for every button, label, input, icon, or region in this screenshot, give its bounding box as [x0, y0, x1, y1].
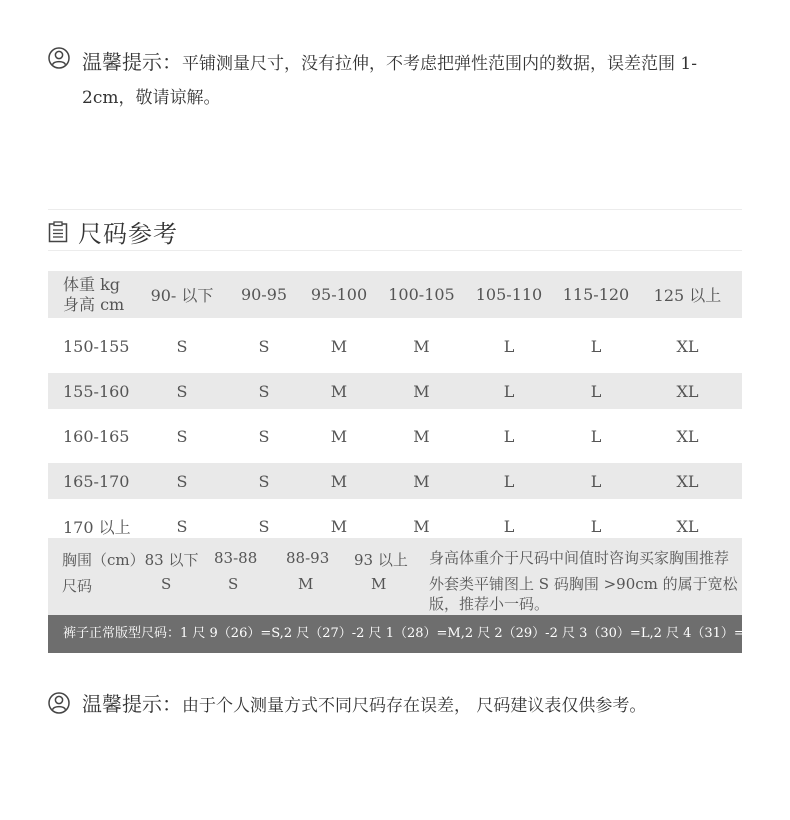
table-header-row	[48, 271, 742, 318]
tip-bottom-text	[82, 690, 646, 720]
chest-range-cell: 83-88	[214, 549, 258, 567]
table-row	[48, 325, 742, 367]
tip-top-text	[82, 45, 742, 115]
size-cell: S	[176, 381, 188, 401]
chest-size-cell: M	[298, 575, 314, 593]
user-icon	[48, 47, 70, 69]
chest-size-cell: S	[161, 575, 172, 593]
size-cell: L	[590, 516, 602, 536]
chest-note-1: 身高体重介于尺码中间值时咨询买家胸围推荐	[429, 549, 730, 567]
size-row-label: 尺码	[62, 577, 93, 595]
size-cell: XL	[676, 336, 699, 356]
size-cell: XL	[676, 381, 699, 401]
size-cell: S	[258, 426, 270, 446]
column-header: 105-110	[475, 285, 543, 304]
table-row	[48, 463, 742, 499]
chest-row-label: 胸围（cm）83 以下	[62, 551, 199, 569]
size-cell: S	[176, 516, 188, 536]
clipboard-list-icon	[48, 221, 68, 243]
column-header: 90-95	[240, 285, 288, 304]
chest-size-cell: S	[228, 575, 239, 593]
size-cell: S	[176, 336, 188, 356]
tip-top-body: 平铺测量尺寸，没有拉伸，不考虑把弹性范围内的数据，误差范围 1-2cm，敬请谅解。	[82, 54, 697, 108]
size-cell: L	[503, 516, 515, 536]
size-cell: L	[503, 471, 515, 491]
tip-bottom-body: 由于个人测量方式不同尺码存在误差， 尺码建议表仅供参考。	[182, 696, 647, 716]
size-cell: M	[413, 516, 430, 536]
user-icon	[48, 692, 70, 714]
size-cell: L	[590, 471, 602, 491]
size-cell: M	[413, 336, 430, 356]
row-height-label: 155-160	[63, 381, 130, 401]
size-cell: M	[413, 426, 430, 446]
chest-size-cell: M	[371, 575, 387, 593]
column-header: 95-100	[310, 285, 368, 304]
size-cell: M	[330, 471, 348, 491]
tip-top-lead: 温馨提示：	[82, 50, 182, 74]
column-header: 100-105	[388, 285, 455, 304]
size-cell: M	[413, 471, 430, 491]
size-cell: M	[413, 381, 430, 401]
section-header	[48, 214, 178, 249]
column-header: 115-120	[562, 285, 630, 304]
row-height-label: 160-165	[63, 426, 130, 446]
size-cell: S	[258, 471, 270, 491]
size-cell: M	[330, 336, 348, 356]
chest-size-table	[48, 538, 742, 615]
tip-bottom-lead: 温馨提示：	[82, 692, 182, 716]
size-cell: L	[590, 336, 602, 356]
column-header: 90- 以下	[150, 286, 214, 305]
row-height-label: 150-155	[63, 336, 130, 356]
size-chart-table	[48, 271, 742, 547]
chest-range-cell: 88-93	[286, 549, 330, 567]
size-cell: M	[330, 426, 348, 446]
size-cell: L	[590, 426, 602, 446]
size-cell: S	[258, 336, 270, 356]
size-cell: S	[258, 381, 270, 401]
header-weight-label: 体重 kg	[63, 274, 121, 294]
size-cell: S	[176, 426, 188, 446]
size-cell: S	[258, 516, 270, 536]
chest-range-cell: 93 以上	[354, 551, 408, 569]
size-cell: L	[503, 336, 515, 356]
chest-note-2: 外套类平铺图上 S 码胸围 >90cm 的属于宽松版，推荐小一码。	[429, 575, 738, 613]
size-cell: M	[330, 516, 348, 536]
pants-size-note: 裤子正常版型尺码：1 尺 9（26）=S,2 尺（27）-2 尺 1（28）=M,2 尺 2（29）-2 尺 3（30）=L,2 尺 4（31）=XL	[48, 615, 742, 653]
table-row	[48, 415, 742, 457]
size-cell: L	[503, 381, 515, 401]
header-height-label: 身高 cm	[63, 294, 125, 314]
table-row	[48, 373, 742, 409]
size-cell: XL	[676, 516, 699, 536]
section-divider-bottom	[48, 250, 742, 251]
size-cell: S	[176, 471, 188, 491]
row-height-label: 170 以上	[63, 517, 131, 537]
tip-bottom	[48, 690, 646, 720]
tip-top	[48, 45, 742, 115]
section-title: 尺码参考	[78, 220, 178, 248]
size-cell: L	[590, 381, 602, 401]
header-corner-cell	[48, 275, 140, 315]
section-divider-top	[48, 209, 742, 210]
size-cell: XL	[676, 471, 699, 491]
size-cell: L	[503, 426, 515, 446]
column-header: 125 以上	[653, 286, 722, 305]
size-cell: XL	[676, 426, 699, 446]
row-height-label: 165-170	[63, 471, 130, 491]
size-cell: M	[330, 381, 348, 401]
